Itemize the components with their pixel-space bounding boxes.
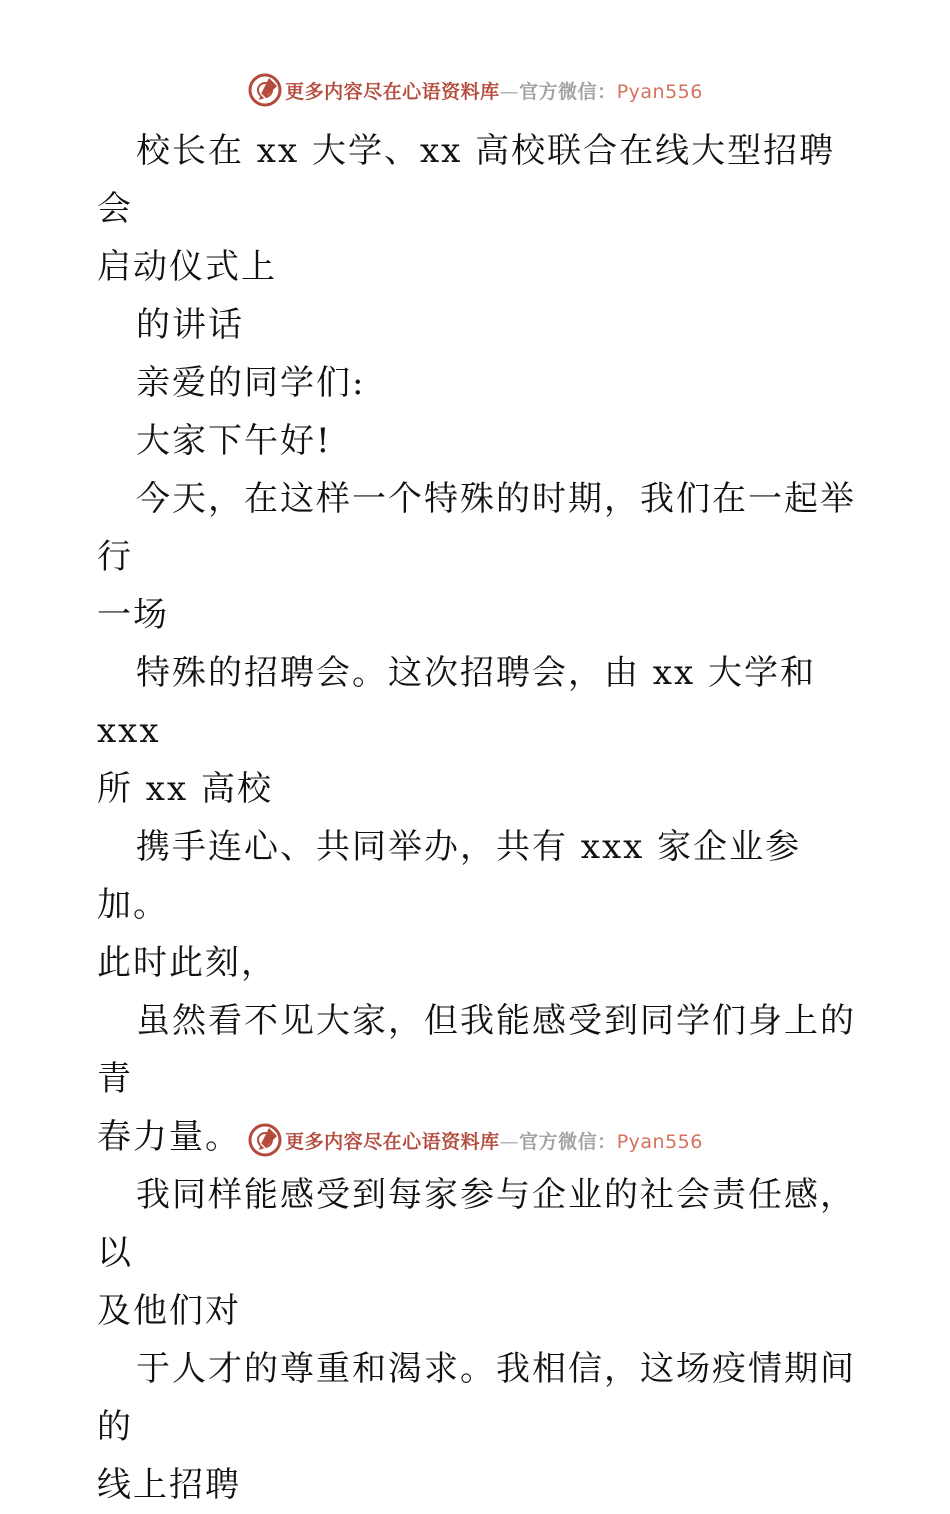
paragraph	[97, 122, 857, 296]
pen-logo-icon	[247, 72, 283, 108]
paragraph	[97, 412, 857, 470]
paragraph	[97, 470, 857, 644]
document-body	[97, 122, 857, 1514]
paragraph-line: 线上招聘	[97, 1465, 241, 1505]
banner-dash: —	[499, 1130, 520, 1153]
paragraph-line: 及他们对	[97, 1291, 241, 1331]
banner-wechat-id: Pyan556	[616, 1130, 703, 1153]
banner-dash: —	[499, 80, 520, 103]
paragraph	[97, 818, 857, 992]
banner-text	[285, 77, 703, 104]
paragraph-line: 虽然看不见大家，但我能感受到同学们身上的青	[97, 1001, 856, 1099]
banner-wechat-id: Pyan556	[616, 80, 703, 103]
paragraph-line: 携手连心、共同举办，共有 xxx 家企业参加。	[97, 827, 802, 925]
paragraph-line: 今天，在这样一个特殊的时期，我们在一起举行	[97, 479, 856, 577]
paragraph-line: 的讲话	[136, 305, 244, 345]
paragraph-line: 我同样能感受到每家参与企业的社会责任感，以	[97, 1175, 856, 1273]
paragraph-line: 亲爱的同学们:	[136, 363, 366, 403]
paragraph-line: 于人才的尊重和渴求。我相信，这场疫情期间的	[97, 1349, 856, 1447]
paragraph-line: 此时此刻，	[97, 943, 277, 983]
footer-banner	[0, 1120, 950, 1160]
paragraph-line: 特殊的招聘会。这次招聘会，由 xx 大学和 xxx	[97, 653, 816, 751]
banner-main-text: 更多内容尽在心语资料库	[285, 80, 500, 103]
paragraph-line: 启动仪式上	[97, 247, 277, 287]
banner-main-text: 更多内容尽在心语资料库	[285, 1130, 500, 1153]
banner-wechat-label: 官方微信：	[519, 80, 617, 103]
paragraph	[97, 296, 857, 354]
paragraph	[97, 644, 857, 818]
paragraph	[97, 1166, 857, 1340]
paragraph-line: 大家下午好!	[136, 421, 332, 461]
paragraph-line: 所 xx 高校	[97, 769, 273, 809]
header-banner	[0, 70, 950, 110]
pen-logo-icon	[247, 1122, 283, 1158]
paragraph	[97, 354, 857, 412]
banner-text	[285, 1127, 703, 1154]
paragraph-line: 一场	[97, 595, 169, 635]
paragraph-line: 春力量。	[97, 1117, 241, 1157]
banner-wechat-label: 官方微信：	[519, 1130, 617, 1153]
paragraph-line: 校长在 xx 大学、xx 高校联合在线大型招聘会	[97, 131, 836, 229]
paragraph	[97, 1340, 857, 1514]
